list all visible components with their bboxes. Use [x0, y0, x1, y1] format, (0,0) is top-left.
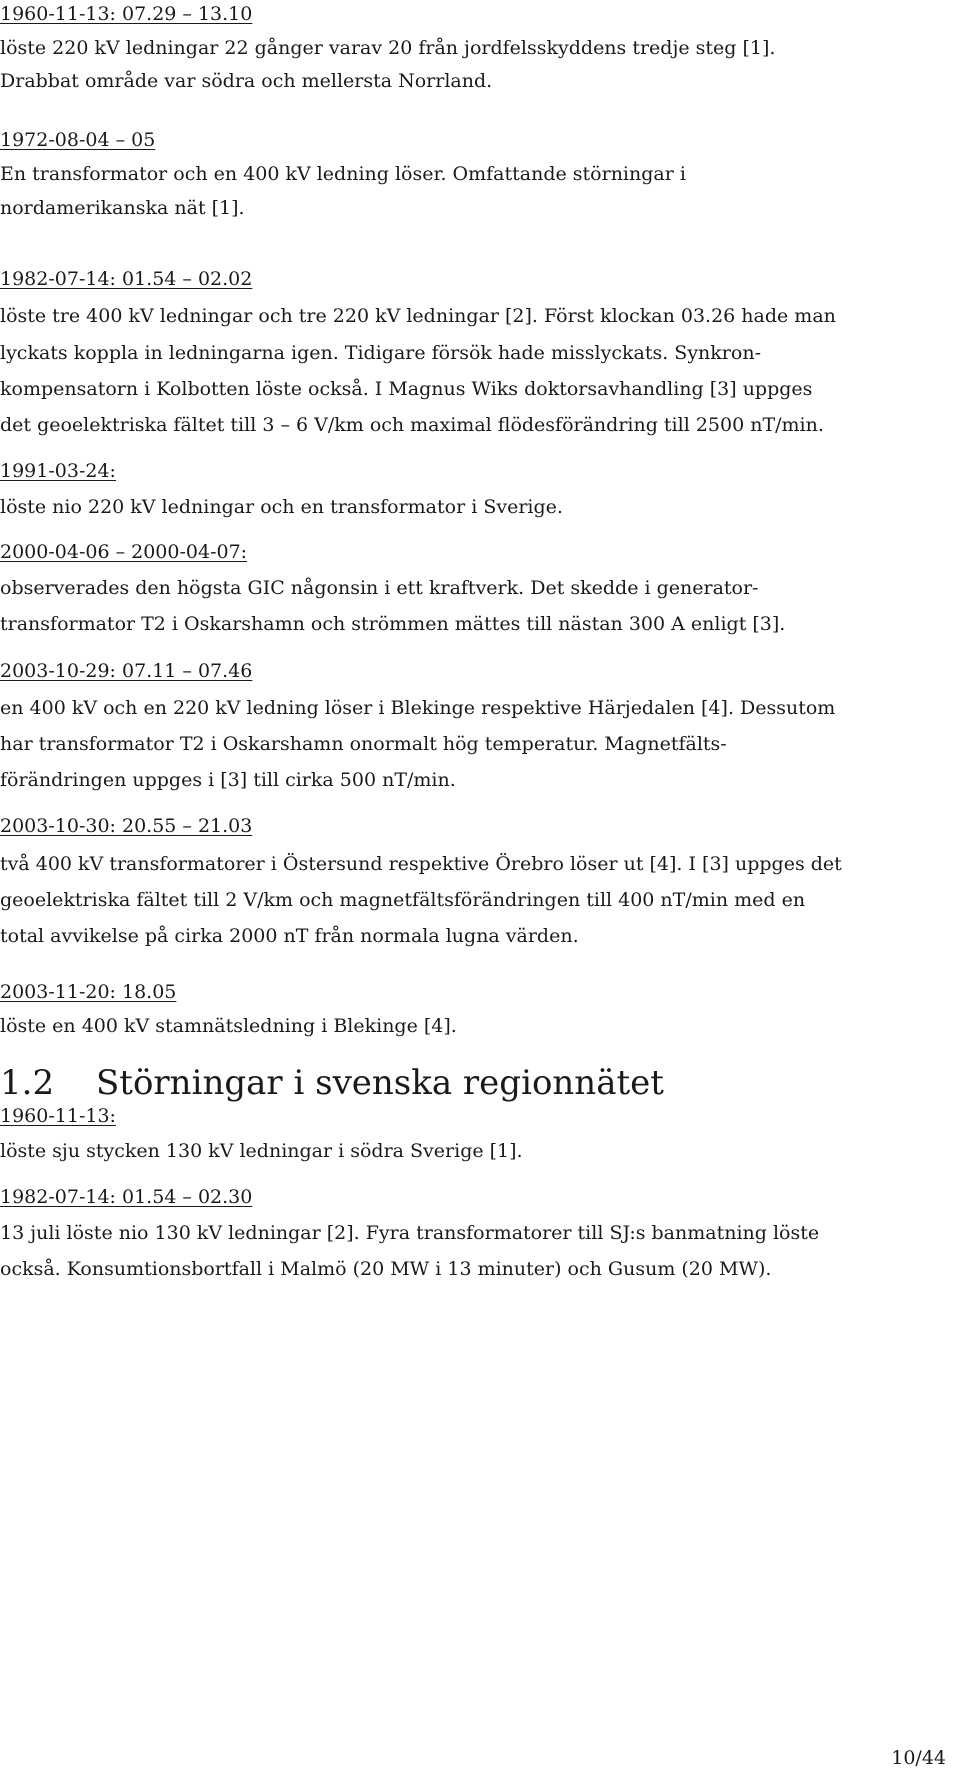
- entry-text: löste sju stycken 130 kV ledningar i södra Sverige [1].: [0, 1140, 523, 1162]
- entry-date: 1972-08-04 – 05: [0, 129, 156, 151]
- entry-text: löste en 400 kV stamnätsledning i Blekinge [4].: [0, 1015, 457, 1037]
- entry-text: transformator T2 i Oskarshamn och strömmen mättes till nästan 300 A enligt [3].: [0, 613, 786, 635]
- entry-text: en 400 kV och en 220 kV ledning löser i Blekinge respektive Härjedalen [4]. Dessutom: [0, 697, 836, 719]
- entry-text: 13 juli löste nio 130 kV ledningar [2]. Fyra transformatorer till SJ:s banmatning löste: [0, 1222, 820, 1244]
- entry-text: två 400 kV transformatorer i Östersund respektive Örebro löser ut [4]. I [3] uppges det: [0, 853, 842, 875]
- entry-date: 2003-11-20: 18.05: [0, 981, 177, 1003]
- entry-date: 2000-04-06 – 2000-04-07:: [0, 541, 248, 563]
- entry-text: också. Konsumtionsbortfall i Malmö (20 MW i 13 minuter) och Gusum (20 MW).: [0, 1258, 772, 1280]
- entry-date: 2003-10-29: 07.11 – 07.46: [0, 660, 253, 682]
- entry-text: förändringen uppges i [3] till cirka 500 nT/min.: [0, 769, 456, 791]
- entry-text: kompensatorn i Kolbotten löste också. I Magnus Wiks doktorsavhandling [3] uppges: [0, 378, 813, 400]
- entry-text: löste 220 kV ledningar 22 gånger varav 20 från jordfelsskyddens tredje steg [1].: [0, 37, 776, 59]
- entry-text: Drabbat område var södra och mellersta Norrland.: [0, 70, 493, 92]
- entry-text: En transformator och en 400 kV ledning löser. Omfattande störningar i: [0, 163, 686, 185]
- entry-date: 2003-10-30: 20.55 – 21.03: [0, 815, 253, 837]
- section-title: Störningar i svenska regionnätet: [96, 1063, 664, 1103]
- entry-date: 1982-07-14: 01.54 – 02.02: [0, 268, 253, 290]
- entry-text: nordamerikanska nät [1].: [0, 197, 245, 219]
- entry-date: 1982-07-14: 01.54 – 02.30: [0, 1186, 253, 1208]
- entry-text: geoelektriska fältet till 2 V/km och magnetfältsförändringen till 400 nT/min med en: [0, 889, 806, 911]
- entry-text: observerades den högsta GIC någonsin i ett kraftverk. Det skedde i generator-: [0, 577, 759, 599]
- entry-date: 1960-11-13:: [0, 1105, 116, 1127]
- entry-date: 1991-03-24:: [0, 460, 116, 482]
- entry-text: har transformator T2 i Oskarshamn onormalt hög temperatur. Magnetfälts-: [0, 733, 727, 755]
- entry-text: det geoelektriska fältet till 3 – 6 V/km och maximal flödesförändring till 2500 nT/min.: [0, 414, 824, 436]
- entry-text: löste tre 400 kV ledningar och tre 220 kV ledningar [2]. Först klockan 03.26 hade man: [0, 305, 836, 327]
- entry-text: lyckats koppla in ledningarna igen. Tidigare försök hade misslyckats. Synkron-: [0, 342, 761, 364]
- entry-text: löste nio 220 kV ledningar och en transformator i Sverige.: [0, 496, 563, 518]
- page-number: 10/44: [891, 1747, 946, 1769]
- entry-text: total avvikelse på cirka 2000 nT från normala lugna värden.: [0, 925, 579, 947]
- section-heading: [0, 1063, 664, 1103]
- entry-date: 1960-11-13: 07.29 – 13.10: [0, 3, 253, 25]
- section-number: 1.2: [0, 1063, 55, 1103]
